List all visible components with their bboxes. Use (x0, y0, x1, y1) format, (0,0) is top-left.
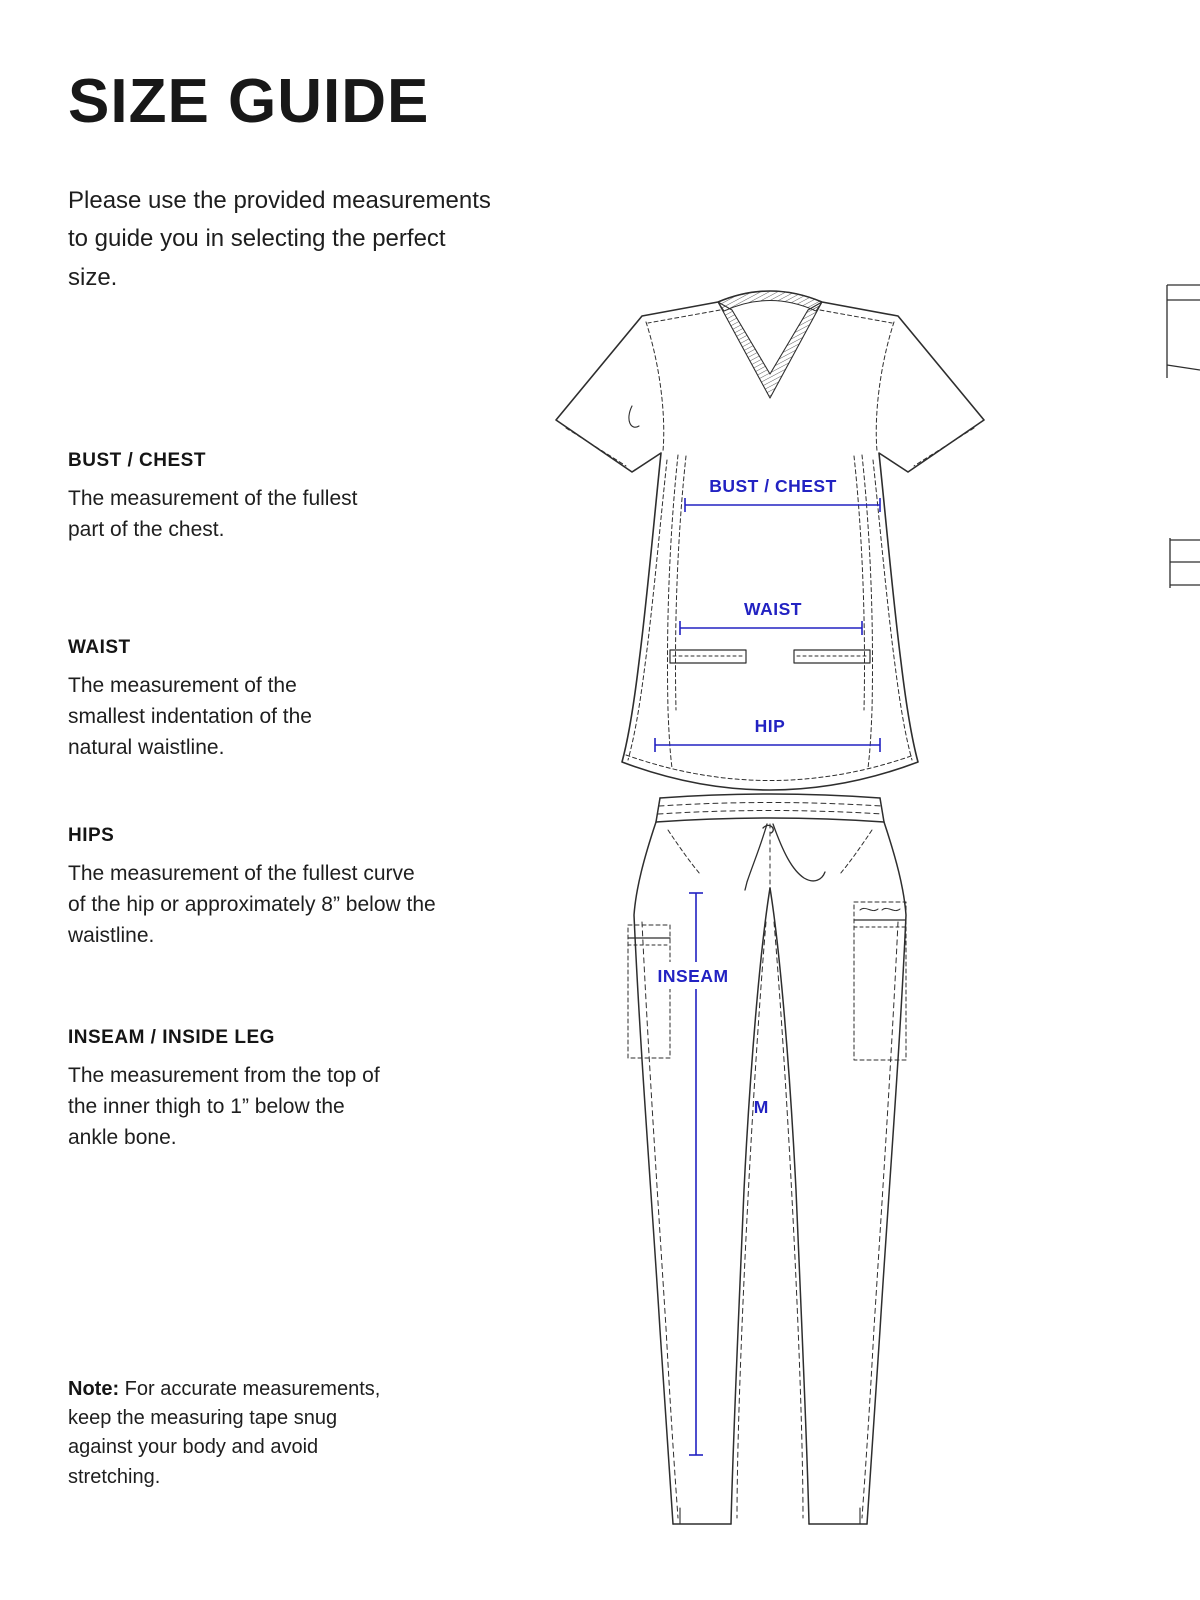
garment-diagram (520, 270, 1200, 1600)
pants-stitch-inner-right (774, 922, 803, 1518)
pants-waistband-bottom (656, 818, 884, 822)
pants-waistband-right-end (880, 798, 884, 822)
pants-stitch-outer-left (642, 922, 678, 1518)
waist-label: WAIST (744, 599, 802, 619)
definition-bust-body: The measurement of the fullest part of the chest. (68, 487, 358, 541)
pants-pocket-opening-left (668, 830, 700, 874)
bust-label: BUST / CHEST (709, 476, 837, 496)
pants-pocket-opening-right (840, 830, 872, 874)
intro-text: Please use the provided measurements to guide you in selecting the perfect size. (68, 187, 491, 291)
definition-bust-chest (68, 450, 370, 546)
pants-cargo-pocket-right-detail (860, 908, 900, 910)
definition-hips-body: The measurement of the fullest curve of the hip or approximately 8” below the waistline. (68, 862, 436, 947)
pants-outer-seam-left (634, 822, 673, 1524)
pants-waistband-top (660, 794, 880, 798)
definition-hips (68, 825, 436, 952)
definition-bust-heading: BUST / CHEST (68, 450, 206, 471)
page-title: SIZE GUIDE (68, 67, 430, 136)
pants-inseam-right (770, 888, 809, 1524)
pants-drawstring-right (773, 824, 825, 881)
definition-inseam (68, 1027, 400, 1154)
pants-drawstring-left (745, 824, 767, 890)
note-text (68, 1375, 392, 1492)
pants-stitch-inner-left (737, 922, 766, 1518)
inseam-annotation (648, 893, 738, 1455)
pants-waistband-stitch-2 (658, 811, 882, 815)
pants-waistband-stitch-1 (659, 803, 881, 807)
hip-label: HIP (754, 716, 786, 736)
definition-waist-body: The measurement of the smallest indentation of the natural waistline. (68, 674, 312, 759)
definition-hips-heading: HIPS (68, 825, 115, 846)
size-letter-label: M (753, 1097, 769, 1117)
definition-inseam-heading: INSEAM / INSIDE LEG (68, 1027, 275, 1048)
pants-stitch-outer-right (862, 922, 898, 1518)
definition-waist (68, 637, 370, 764)
cropped-adjacent-diagram-marks (1140, 270, 1200, 1370)
inseam-label: INSEAM (657, 966, 729, 986)
left-column (68, 66, 429, 137)
edge-mark-3 (1167, 365, 1200, 370)
definition-inseam-body: The measurement from the top of the inner thigh to 1” below the ankle bone. (68, 1064, 380, 1149)
scrub-pants-drawing (628, 794, 906, 1524)
note-label: Note: (68, 1378, 120, 1400)
pants-waistband-left-end (656, 798, 660, 822)
definition-waist-heading: WAIST (68, 637, 131, 658)
note-body: For accurate measurements, keep the measuring tape snug against your body and avoid stretching. (68, 1378, 381, 1488)
